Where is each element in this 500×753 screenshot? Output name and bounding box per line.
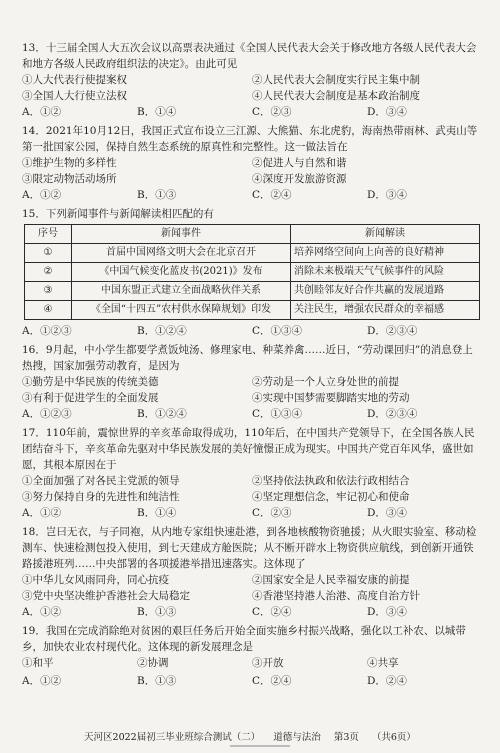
answer-row [22, 406, 482, 422]
option-row [22, 655, 482, 671]
table-cell: ② [25, 263, 72, 282]
news-table [24, 224, 480, 320]
option: ①人大代表行使提案权 [22, 74, 127, 86]
subject-name: 道德与法治 [273, 732, 321, 743]
answer-choice: D．③④ [367, 507, 407, 519]
answer-choice: C．②③ [252, 106, 292, 118]
answer-row [22, 104, 482, 120]
option: ①和平 [22, 657, 54, 669]
question-19 [22, 623, 482, 689]
table-cell: 中国东盟正式建立全面战略伙伴关系 [72, 282, 291, 301]
table-cell: ① [25, 244, 72, 263]
question-16 [22, 342, 482, 422]
option: ④共享 [367, 657, 399, 669]
answer-row [22, 604, 482, 620]
answer-choice: B．①③ [137, 606, 177, 618]
question-15 [22, 206, 482, 339]
answer-choice: A．①② [22, 507, 62, 519]
page-total: （共6页） [371, 732, 416, 743]
answer-choice: D．②③④ [367, 325, 418, 337]
table-header: 新闻解读 [291, 225, 480, 244]
question-stem: 13．十三届全国人大五次会议以高票表决通过《全国人民代表大会关于修改地方各级人民代表大会和地方各级人民政府组织法的决定》。由此可见 [22, 42, 477, 70]
option: ③有利于促进学生的全面发展 [22, 392, 159, 404]
option: ②协调 [137, 657, 169, 669]
option: ②国家安全是人民幸福安康的前提 [252, 574, 410, 586]
table-row [25, 263, 480, 282]
option-row [22, 390, 482, 406]
answer-row [22, 673, 482, 689]
exam-page [22, 40, 482, 692]
pen-mark [230, 745, 290, 747]
answer-choice: D．③④ [367, 606, 407, 618]
table-header-row [25, 225, 480, 244]
answer-choice: A．①② [22, 106, 62, 118]
table-cell: ③ [25, 282, 72, 301]
option-row [22, 572, 482, 588]
question-17 [22, 425, 482, 521]
answer-row [22, 505, 482, 521]
option-row [22, 588, 482, 604]
table-row [25, 301, 480, 320]
option-row [22, 171, 482, 187]
exam-title: 天河区2022届初三毕业班综合测试（二） [84, 732, 261, 743]
answer-choice: C．①③④ [252, 325, 303, 337]
answer-choice: A．①②③ [22, 325, 72, 337]
question-13 [22, 40, 482, 120]
option-row [22, 72, 482, 88]
option: ②人民代表大会制度实行民主集中制 [252, 74, 420, 86]
table-cell: ④ [25, 301, 72, 320]
answer-choice: C．①③④ [252, 408, 303, 420]
table-cell: 首届中国网络文明大会在北京召开 [72, 244, 291, 263]
answer-choice: B．①④ [137, 507, 177, 519]
table-row [25, 282, 480, 301]
table-cell: 《全国“十四五”农村供水保障规划》印发 [72, 301, 291, 320]
option: ①勤劳是中华民族的传统美德 [22, 376, 159, 388]
answer-choice: C．②④ [252, 606, 292, 618]
question-stem: 14．2021年10月12日，我国正式宣布设立三江源、大熊猫、东北虎豹，海南热带雨林、武夷山等第一批国家公园，保持自然生态系统的原真性和完整性。这一做法旨在 [22, 125, 478, 153]
table-cell: 培养网络空间向上向善的良好精神 [291, 244, 480, 263]
option: ③开放 [252, 657, 284, 669]
answer-choice: B．①③ [137, 675, 177, 687]
answer-choice: C．②③ [252, 507, 292, 519]
option: ②劳动是一个人立身处世的前提 [252, 376, 399, 388]
answer-choice: D．③④ [367, 189, 407, 201]
option: ④香港坚持港人治港、高度自治方针 [252, 590, 420, 602]
option: ②促进人与自然和谐 [252, 157, 347, 169]
option: ①全面加强了对各民主党派的领导 [22, 475, 180, 487]
answer-choice: C．②④ [252, 189, 292, 201]
option: ①维护生物的多样性 [22, 157, 117, 169]
question-stem: 19．我国在完成消除绝对贫困的艰巨任务后开始全面实施乡村振兴战略，强化以工补农、以城带乡，加快农业农村现代化。这体现的新发展理念是 [22, 625, 466, 653]
option: ①中华儿女风雨同舟，同心抗疫 [22, 574, 169, 586]
answer-choice: B．①②④ [137, 408, 187, 420]
option-row [22, 473, 482, 489]
option: ④坚定理想信念，牢记初心和使命 [252, 491, 410, 503]
option-row [22, 88, 482, 104]
table-cell: 消除未来极端天气气候事件的风险 [291, 263, 480, 282]
table-header: 序号 [25, 225, 72, 244]
option: ④人民代表大会制度是基本政治制度 [252, 90, 420, 102]
page-footer [0, 729, 500, 743]
question-18 [22, 524, 482, 620]
answer-choice: A．①② [22, 675, 62, 687]
option: ④实现中国梦需要脚踏实地的劳动 [252, 392, 410, 404]
answer-choice: D．②③④ [367, 408, 418, 420]
question-stem: 17．110年前，震惊世界的辛亥革命取得成功，110年后，在中国共产党领导下，在全国各族人民团结奋斗下，辛亥革命先驱对中华民族发展的美好憧憬正成为现实。中国共产党百年风华，盛世如愿，其根本原因在于 [22, 427, 475, 471]
option: ④深度开发旅游资源 [252, 173, 347, 185]
table-cell: 《中国气候变化蓝皮书(2021)》发布 [72, 263, 291, 282]
question-14 [22, 123, 482, 203]
option: ③限定动物活动场所 [22, 173, 117, 185]
answer-choice: A．①② [22, 606, 62, 618]
question-stem: 16．9月起，中小学生都要学煮饭炖汤、修理家电、种菜养禽……近日，“劳动课回归”的消息登上热搜，国家加强劳动教育，是因为 [22, 344, 473, 372]
answer-choice: B．①②④ [137, 325, 187, 337]
question-stem: 15．下列新闻事件与新闻解读相匹配的有 [22, 208, 214, 220]
answer-choice: C．②④ [252, 675, 292, 687]
answer-choice: D．②④ [367, 675, 407, 687]
answer-choice: B．①④ [137, 106, 177, 118]
table-cell: 关注民生，增强农民群众的幸福感 [291, 301, 480, 320]
answer-choice: A．①② [22, 189, 62, 201]
option-row [22, 155, 482, 171]
option: ③党中央坚决维护香港社会大局稳定 [22, 590, 190, 602]
table-cell: 共创睦邻友好合作共赢的发展道路 [291, 282, 480, 301]
question-stem: 18．岂曰无衣，与子同袍，从内地专家组快速赴港，到各地核酸物资驰援；从火眼实验室、移动检测车、快速检测包投入使用，到七天建成方舱医院；从不断开辟水上物资供应航线，到创新开通铁路援港班列……中央部署的各项援港举措迅速落实。这体现了 [22, 526, 477, 570]
answer-row [22, 187, 482, 203]
table-header: 新闻事件 [72, 225, 291, 244]
answer-row [22, 323, 482, 339]
option-row [22, 374, 482, 390]
option-row [22, 489, 482, 505]
answer-choice: A．①②③ [22, 408, 72, 420]
table-row [25, 244, 480, 263]
option: ③努力保持自身的先进性和纯洁性 [22, 491, 180, 503]
option: ②坚持依法执政和依法行政相结合 [252, 475, 410, 487]
option: ③全国人大行使立法权 [22, 90, 127, 102]
answer-choice: D．③④ [367, 106, 407, 118]
page-number: 第3页 [333, 732, 359, 743]
answer-choice: B．①③ [137, 189, 177, 201]
